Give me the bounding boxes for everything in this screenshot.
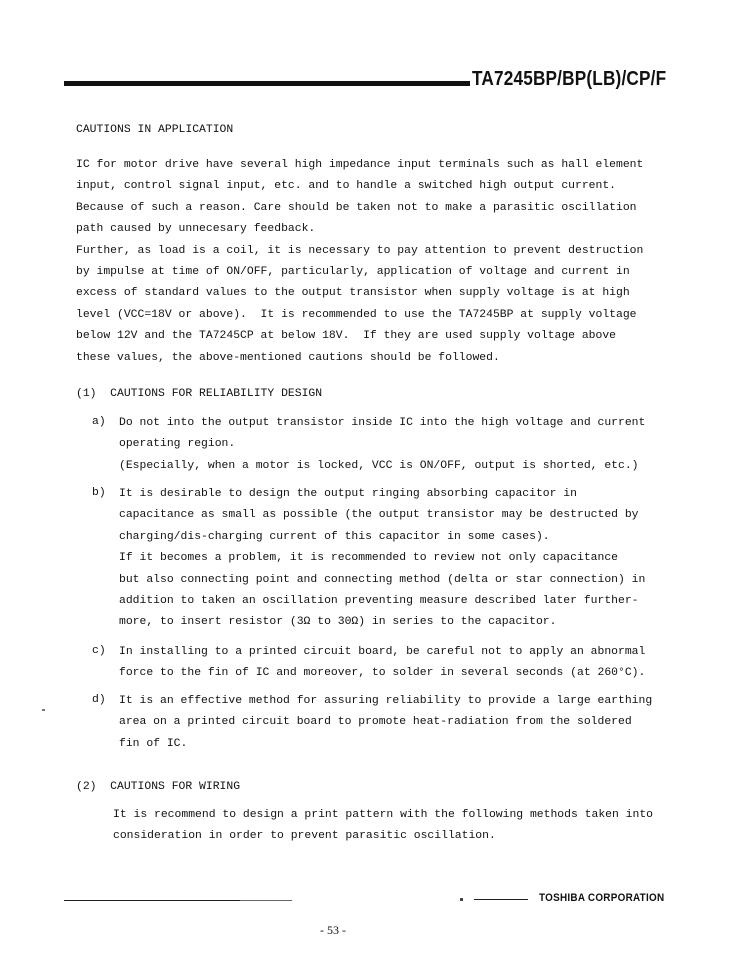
- item-marker: a): [92, 416, 106, 428]
- footer-rule-right: [474, 899, 528, 900]
- item-marker: b): [92, 487, 106, 499]
- item-line: capacitance as small as possible (the output transistor may be destructed by: [119, 509, 639, 522]
- item-line: (Especially, when a motor is locked, VCC is ON/OFF, output is shorted, etc.): [119, 459, 639, 472]
- item-line: charging/dis-charging current of this capacitor in some cases).: [119, 530, 550, 543]
- intro-line: IC for motor drive have several high impedance input terminals such as hall element: [76, 159, 644, 171]
- item-line: operating region.: [119, 438, 236, 451]
- item-line: In installing to a printed circuit board, be careful not to apply an abnormal: [119, 646, 646, 658]
- item-line: but also connecting point and connecting method (delta or star connection) in: [119, 573, 646, 586]
- header-rule: [64, 81, 470, 86]
- item-line: force to the fin of IC and moreover, to solder in several seconds (at 260°C).: [119, 667, 646, 680]
- wiring-paragraph: [113, 808, 653, 851]
- page-number: - 53 -: [320, 923, 346, 937]
- intro-line: path caused by unnecesary feedback.: [76, 223, 316, 236]
- margin-mark: [42, 709, 45, 711]
- item-line: It is an effective method for assuring reliability to provide a large earthing: [119, 695, 653, 707]
- section-title: CAUTIONS IN APPLICATION: [76, 124, 234, 136]
- item-line: Do not into the output transistor inside IC into the high voltage and current: [119, 417, 646, 429]
- intro-line: these values, the above-mentioned cautions should be followed.: [76, 351, 500, 364]
- footer-rule-left-tail: [240, 900, 292, 901]
- company-name: TOSHIBA CORPORATION: [539, 892, 665, 904]
- footer-dot: [460, 898, 463, 901]
- item-line: If it becomes a problem, it is recommended to review not only capacitance: [119, 552, 618, 565]
- item-marker: d): [92, 694, 106, 706]
- part-number-title: TA7245BP/BP(LB)/CP/F: [472, 68, 667, 90]
- item-line: addition to taken an oscillation preventing measure described later further-: [119, 594, 639, 607]
- intro-line: input, control signal input, etc. and to handle a switched high output current.: [76, 180, 617, 193]
- intro-paragraph: [76, 158, 676, 372]
- intro-line: Because of such a reason. Care should be taken not to make a parasitic oscillation: [76, 201, 637, 214]
- item-line: It is desirable to design the output ringing absorbing capacitor in: [119, 488, 577, 500]
- wiring-line: consideration in order to prevent parasitic oscillation.: [113, 830, 496, 843]
- intro-line: excess of standard values to the output transistor when supply voltage is at high: [76, 287, 630, 300]
- reliability-heading: (1) CAUTIONS FOR RELIABILITY DESIGN: [76, 388, 323, 400]
- item-line: area on a printed circuit board to promote heat-radiation from the soldered: [119, 716, 632, 729]
- wiring-heading: (2) CAUTIONS FOR WIRING: [76, 781, 241, 793]
- wiring-line: It is recommend to design a print pattern with the following methods taken into: [113, 809, 654, 821]
- item-line: fin of IC.: [119, 737, 188, 750]
- intro-line: Further, as load is a coil, it is necessary to pay attention to prevent destruction: [76, 244, 644, 257]
- item-marker: c): [92, 645, 106, 657]
- intro-line: level (VCC=18V or above). It is recommended to use the TA7245BP at supply voltage: [76, 308, 637, 321]
- intro-line: by impulse at time of ON/OFF, particularly, application of voltage and current in: [76, 265, 630, 278]
- intro-line: below 12V and the TA7245CP at below 18V. If they are used supply voltage above: [76, 330, 617, 343]
- item-line: more, to insert resistor (3Ω to 30Ω) in series to the capacitor.: [119, 616, 557, 629]
